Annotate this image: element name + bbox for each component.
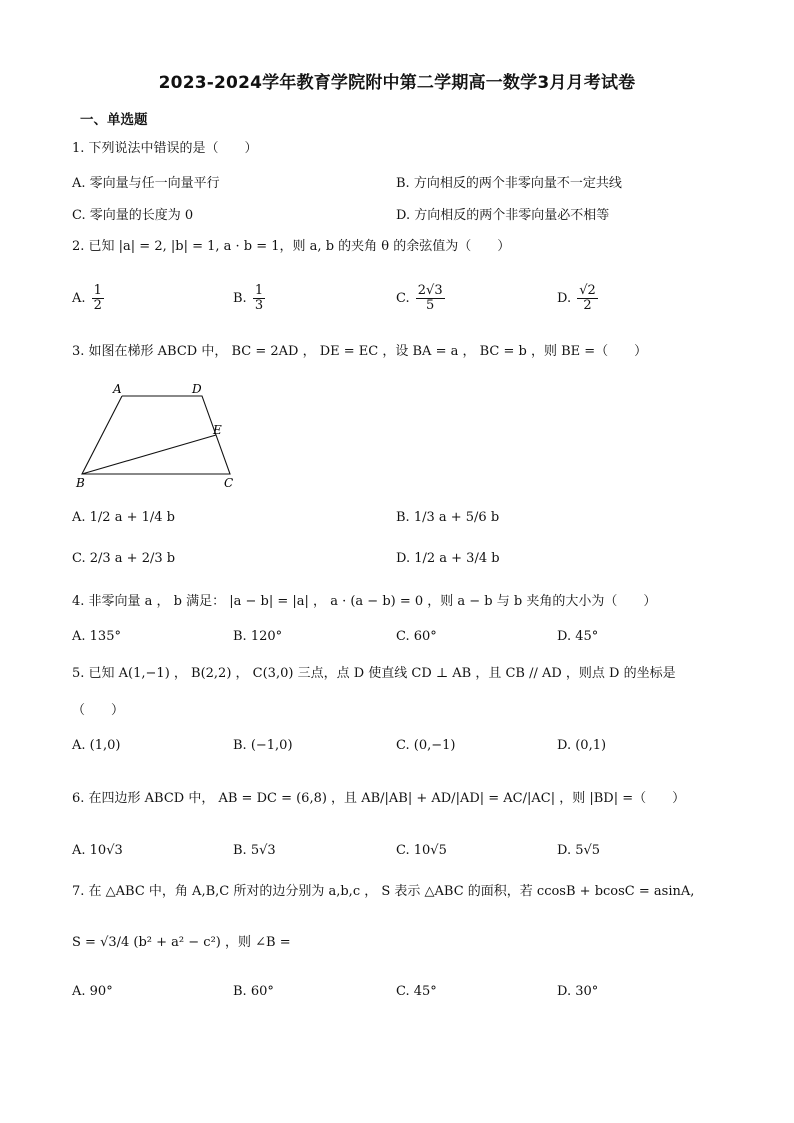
q5-option-a: A. (1,0) xyxy=(72,738,121,753)
q2-option-d xyxy=(557,284,600,313)
numerator: 1 xyxy=(93,283,102,298)
q2-option-b-label: B. xyxy=(233,291,247,306)
q1-option-c: C. 零向量的长度为 0 xyxy=(72,208,194,223)
q2-option-c xyxy=(396,284,447,313)
numerator: 1 xyxy=(254,283,264,298)
denominator: 2 xyxy=(93,298,102,313)
q5-option-d: D. (0,1) xyxy=(557,738,607,753)
q3-option-a: A. 1/2 a + 1/4 b xyxy=(72,510,175,525)
q7-option-b: B. 60° xyxy=(233,984,274,999)
q4-option-b: B. 120° xyxy=(233,629,283,644)
q7-option-d: D. 30° xyxy=(557,984,599,999)
q3-option-d: D. 1/2 a + 3/4 b xyxy=(396,551,500,566)
q1-option-b: B. 方向相反的两个非零向量不一定共线 xyxy=(396,176,622,191)
q5-paren: （ ） xyxy=(72,703,125,718)
q3-stem: 3. 如图在梯形 ABCD 中， BC = 2AD ， DE = EC ，设 BA = a ， BC = b ，则 BE =（ ） xyxy=(72,344,648,359)
q2-option-c-fraction xyxy=(416,284,445,313)
q2-option-b-fraction xyxy=(253,284,265,313)
q3-option-b: B. 1/3 a + 5/6 b xyxy=(396,510,500,525)
q2-option-a-label: A. xyxy=(72,291,86,306)
label-b: B xyxy=(76,476,85,490)
q4-option-a: A. 135° xyxy=(72,629,121,644)
q2-option-a xyxy=(72,284,106,313)
q6-stem: 6. 在四边形 ABCD 中， AB = DC = (6,8) ，且 AB/|AB| + AD/|AD| = AC/|AC| ，则 |BD| =（ ） xyxy=(72,791,686,806)
q1-option-d: D. 方向相反的两个非零向量必不相等 xyxy=(396,208,610,223)
q3-option-c: C. 2/3 a + 2/3 b xyxy=(72,551,176,566)
label-d: D xyxy=(192,382,202,396)
denominator: 2 xyxy=(583,298,592,313)
q6-option-d: D. 5√5 xyxy=(557,843,601,858)
q1-stem: 1. 下列说法中错误的是（ ） xyxy=(72,141,258,156)
label-c: C xyxy=(224,476,234,490)
q7-stem: 7. 在 △ABC 中，角 A,B,C 所对的边分别为 a,b,c ， S 表示 △ABC 的面积，若 ccosB + bcosC = asinA, xyxy=(72,884,695,899)
q2-option-c-label: C. xyxy=(396,291,410,306)
denominator: 3 xyxy=(254,298,264,313)
section-heading: 一、单选题 xyxy=(80,112,148,128)
q7-option-a: A. 90° xyxy=(72,984,113,999)
q2-option-a-fraction xyxy=(92,284,104,313)
label-e: E xyxy=(213,423,222,437)
q4-option-c: C. 60° xyxy=(396,629,437,644)
q1-option-a: A. 零向量与任一向量平行 xyxy=(72,176,220,191)
numerator: √2 xyxy=(579,283,596,298)
q2-option-d-label: D. xyxy=(557,291,572,306)
q6-option-c: C. 10√5 xyxy=(396,843,447,858)
q7-stem-formula: S = √3/4 (b² + a² − c²) ，则 ∠B = xyxy=(72,935,291,950)
q5-option-b: B. (−1,0) xyxy=(233,738,293,753)
q6-option-b: B. 5√3 xyxy=(233,843,276,858)
q2-option-b xyxy=(233,284,267,313)
q6-option-a: A. 10√3 xyxy=(72,843,123,858)
label-a: A xyxy=(113,382,122,396)
denominator: 5 xyxy=(426,298,435,313)
trapezoid-outline xyxy=(82,396,230,474)
numerator: 2√3 xyxy=(417,283,443,298)
q7-option-c: C. 45° xyxy=(396,984,437,999)
page-title: 2023-2024学年教育学院附中第二学期高一数学3月月考试卷 xyxy=(158,73,636,93)
q5-option-c: C. (0,−1) xyxy=(396,738,456,753)
q5-stem: 5. 已知 A(1,−1) ， B(2,2) ， C(3,0) 三点，点 D 使直线 CD ⊥ AB ，且 CB // AD ，则点 D 的坐标是 xyxy=(72,666,676,681)
q2-option-d-fraction xyxy=(577,284,598,313)
q2-stem: 2. 已知 |a| = 2, |b| = 1, a · b = 1，则 a, b 的夹角 θ 的余弦值为（ ） xyxy=(72,239,511,254)
q4-option-d: D. 45° xyxy=(557,629,599,644)
segment-be xyxy=(82,435,216,474)
q4-stem: 4. 非零向量 a ， b 满足： |a − b| = |a| ， a · (a − b) = 0 ，则 a − b 与 b 夹角的大小为（ ） xyxy=(72,594,657,609)
trapezoid-figure xyxy=(70,378,250,490)
